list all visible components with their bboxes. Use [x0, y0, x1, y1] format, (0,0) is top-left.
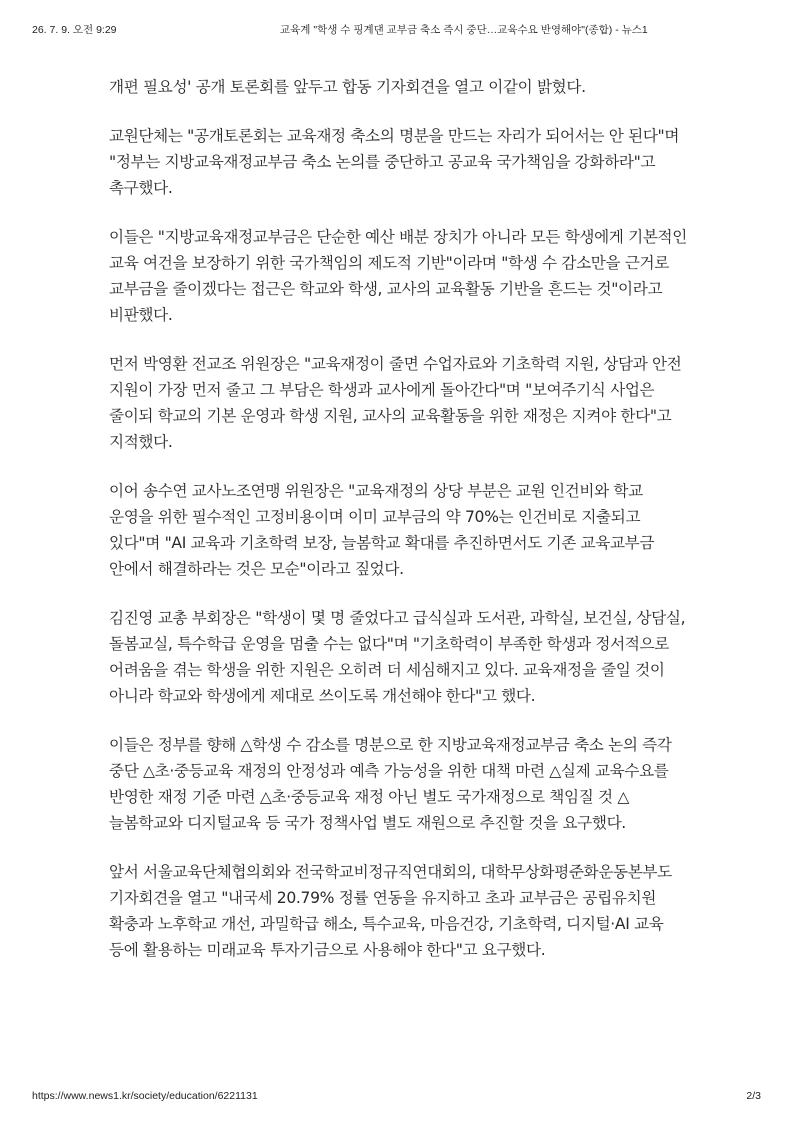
article-paragraph: 먼저 박영환 전교조 위원장은 "교육재정이 줄면 수업자료와 기초학력 지원, 상담과 안전 지원이 가장 먼저 줄고 그 부담은 학생과 교사에게 돌아간다"며 "보여주기식 사업은 줄이되 학교의 기본 운영과 학생 지원, 교사의 교육활동을 위한 재정은 지켜야 한다"고 지적했다. — [109, 355, 682, 451]
print-page-title: 교육계 "학생 수 핑계댄 교부금 축소 즉시 중단…교육수요 반영해야"(종합) - 뉴스1 — [280, 24, 648, 36]
article-body — [109, 74, 689, 986]
article-paragraph: 이들은 "지방교육재정교부금은 단순한 예산 배분 장치가 아니라 모든 학생에게 기본적인 교육 여건을 보장하기 위한 국가책임의 제도적 기반"이라며 "학생 수 감소만을 근거로 교부금을 줄이겠다는 접근은 학교와 학생, 교사의 교육활동 기반을 흔드는 것"이라고 비판했다. — [109, 228, 687, 324]
print-header — [32, 22, 761, 36]
article-paragraph: 김진영 교총 부회장은 "학생이 몇 명 줄었다고 급식실과 도서관, 과학실, 보건실, 상담실, 돌봄교실, 특수학급 운영을 멈출 수는 없다"며 "기초학력이 부족한 학생과 정서적으로 어려움을 겪는 학생을 위한 지원은 오히려 더 세심해지고 있다. 교육재정을 줄일 것이 아니라 학교와 학생에게 제대로 쓰이도록 개선해야 한다"고 했다. — [109, 609, 686, 705]
article-paragraph: 교원단체는 "공개토론회는 교육재정 축소의 명분을 만드는 자리가 되어서는 안 된다"며 "정부는 지방교육재정교부금 축소 논의를 중단하고 공교육 국가책임을 강화하라"고 촉구했다. — [109, 127, 680, 197]
page-number: 2/3 — [746, 1090, 761, 1102]
article-paragraph: 개편 필요성' 공개 토론회를 앞두고 합동 기자회견을 열고 이같이 밝혔다. — [109, 78, 586, 96]
print-datetime: 26. 7. 9. 오전 9:29 — [32, 24, 117, 36]
article-paragraph: 앞서 서울교육단체협의회와 전국학교비정규직연대회의, 대학무상화평준화운동본부도 기자회견을 열고 "내국세 20.79% 정률 연동을 유지하고 초과 교부금은 공립유치원 확충과 노후학교 개선, 과밀학급 해소, 특수교육, 마음건강, 기초학력, 디지털·AI 교육 등에 활용하는 미래교육 투자기금으로 사용해야 한다"고 요구했다. — [109, 863, 672, 959]
article-paragraph: 이어 송수연 교사노조연맹 위원장은 "교육재정의 상당 부분은 교원 인건비와 학교 운영을 위한 필수적인 고정비용이며 이미 교부금의 약 70%는 인건비로 지출되고 있다"며 "AI 교육과 기초학력 보장, 늘봄학교 확대를 추진하면서도 기존 교육교부금 안에서 해결하라는 것은 모순"이라고 짚었다. — [109, 482, 655, 578]
print-footer — [32, 1090, 761, 1104]
article-paragraph: 이들은 정부를 향해 △학생 수 감소를 명분으로 한 지방교육재정교부금 축소 논의 즉각 중단 △초·중등교육 재정의 안정성과 예측 가능성을 위한 대책 마련 △실제 교육수요를 반영한 재정 기준 마련 △초·중등교육 재정 아닌 별도 국가재정으로 책임질 것 △늘봄학교와 디지털교육 등 국가 정책사업 별도 재원으로 추진할 것을 요구했다. — [109, 736, 672, 832]
print-url: https://www.news1.kr/society/education/6221131 — [32, 1090, 258, 1102]
